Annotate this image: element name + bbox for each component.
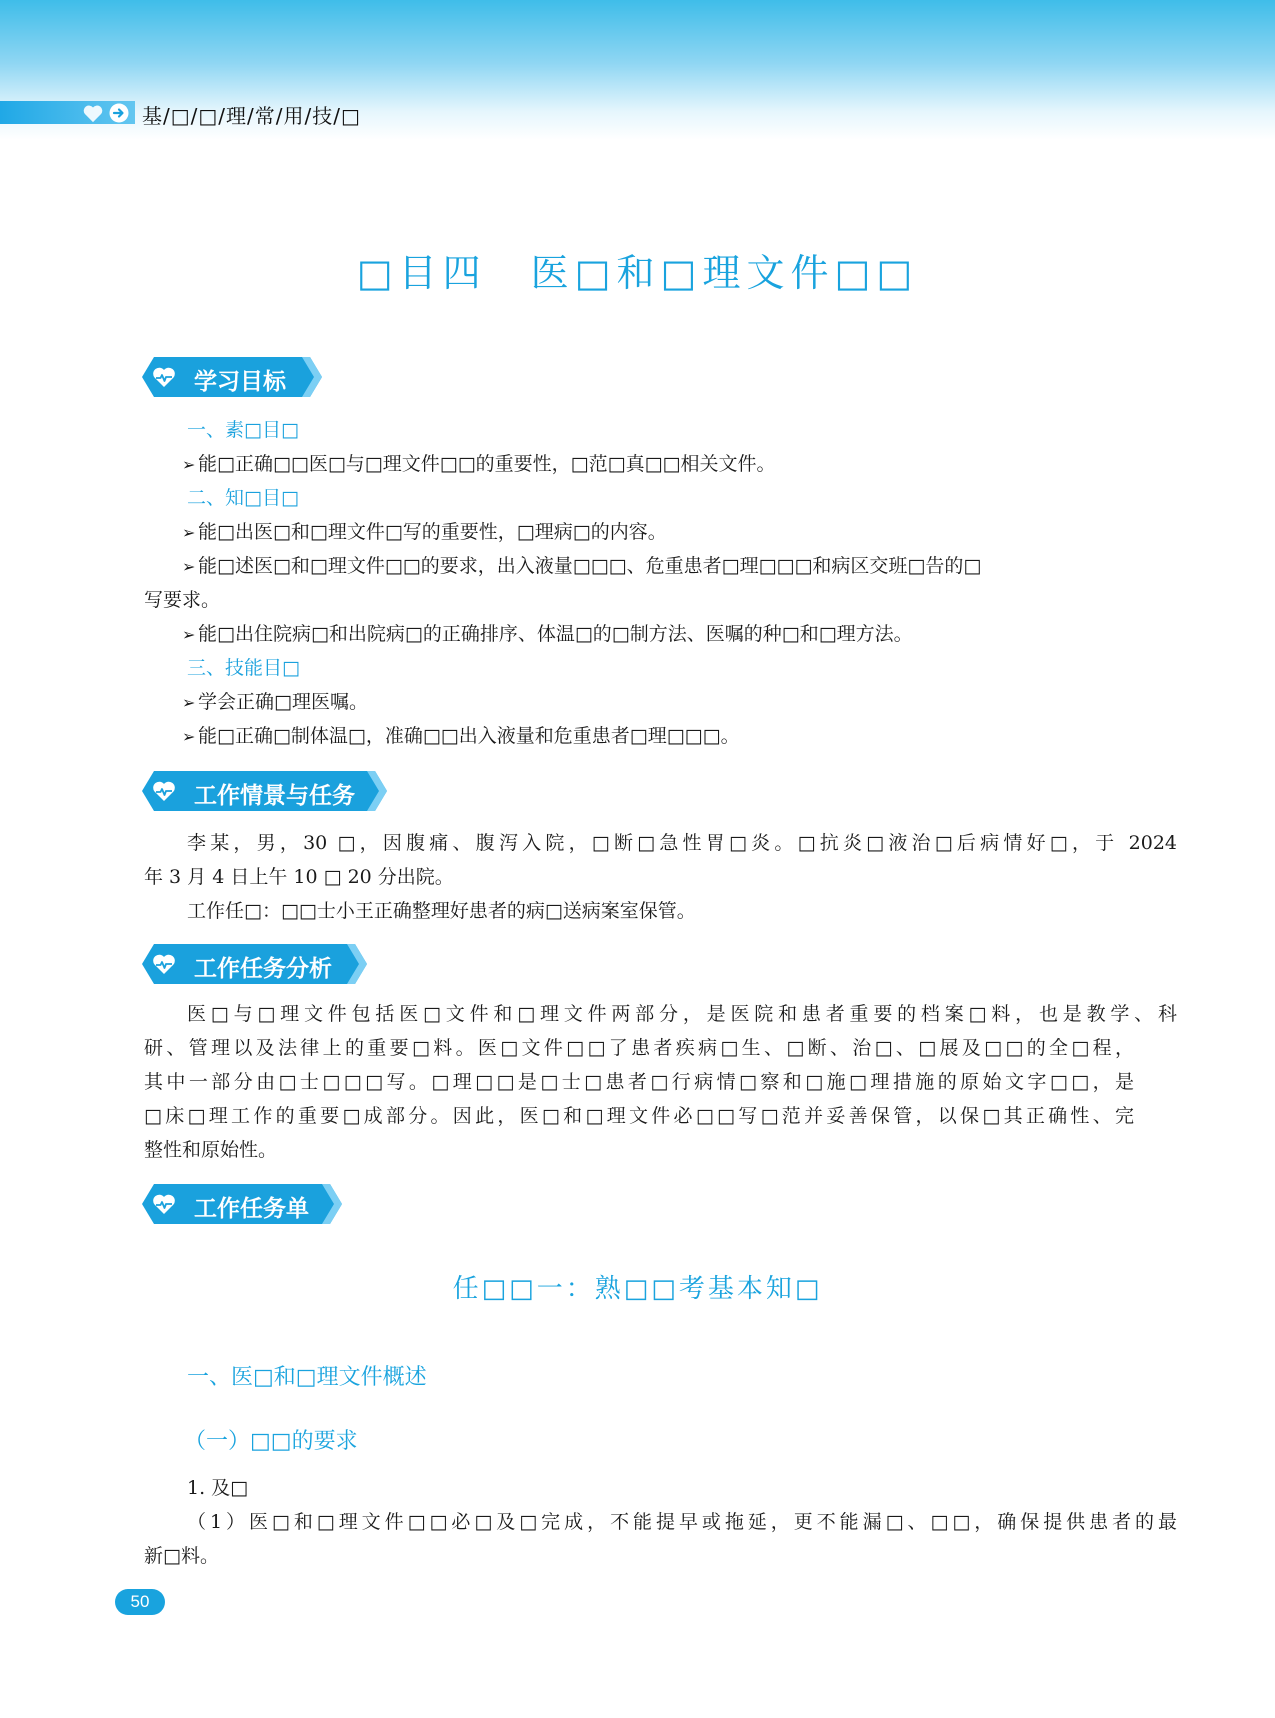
body-paragraph: 新□料。 bbox=[144, 1545, 219, 1567]
heartbeat-icon bbox=[152, 1192, 176, 1216]
task-title: 任□□一：熟□□考基本知□ bbox=[452, 1274, 823, 1304]
arrow-bullet-icon: ➢ bbox=[182, 693, 196, 712]
goal-subheading: 三、技能目□ bbox=[187, 657, 300, 679]
section-tag-tasklist bbox=[142, 1184, 342, 1224]
heartbeat-icon bbox=[152, 779, 176, 803]
heart-icon bbox=[82, 103, 104, 123]
analysis-paragraph: 整性和原始性。 bbox=[144, 1139, 278, 1161]
section-tag-scenario bbox=[142, 771, 387, 811]
heartbeat-icon bbox=[152, 952, 176, 976]
section-tag-label: 学习目标 bbox=[194, 369, 286, 395]
arrow-bullet-icon: ➢ bbox=[182, 727, 196, 746]
goal-subheading: 一、素□目□ bbox=[187, 419, 299, 441]
body-paragraph: （1）医□和□理文件□□必□及□完成，不能提早或拖延，更不能漏□、□□，确保提供患者的最 bbox=[187, 1511, 1177, 1533]
section-tag-analysis bbox=[142, 944, 367, 984]
section-tag-label: 工作任务分析 bbox=[194, 956, 332, 982]
analysis-paragraph: □床□理工作的重要□成部分。因此，医□和□理文件必□□写□范并妥善保管，以保□其正确性、完 bbox=[144, 1105, 1134, 1127]
list-item: ➢ 能□出医□和□理文件□写的重要性，□理病□的内容。 bbox=[144, 515, 1172, 550]
chapter-number: □目四 bbox=[356, 251, 487, 295]
section-tag-label: 工作任务单 bbox=[194, 1196, 309, 1222]
arrow-bullet-icon: ➢ bbox=[182, 625, 196, 644]
list-item-continuation: 写要求。 bbox=[144, 589, 221, 611]
arrow-bullet-icon: ➢ bbox=[182, 557, 196, 576]
heading-level-2: （一）□□的要求 bbox=[184, 1429, 358, 1454]
list-item: ➢ 学会正确□理医嘱。 bbox=[144, 685, 1172, 720]
heartbeat-icon bbox=[152, 365, 176, 389]
list-item-number: 1. 及□ bbox=[187, 1477, 249, 1499]
analysis-paragraph: 医□与□理文件包括医□文件和□理文件两部分，是医院和患者重要的档案□料，也是教学、科 bbox=[187, 1003, 1177, 1025]
chapter-name: 医□和□理文件□□ bbox=[530, 251, 919, 295]
section-tag-label: 工作情景与任务 bbox=[194, 783, 355, 809]
section-tag-goals bbox=[142, 357, 322, 397]
list-item: ➢ 能□正确□□医□与□理文件□□的重要性，□范□真□□相关文件。 bbox=[144, 447, 1172, 482]
list-item: ➢ 能□正确□制体温□，准确□□出入液量和危重患者□理□□□。 bbox=[144, 719, 1172, 754]
scenario-task: 工作任□：□□士小王正确整理好患者的病□送病案室保管。 bbox=[187, 900, 696, 922]
running-title: 基/□/□/理/常/用/技/□ bbox=[142, 104, 361, 128]
scenario-paragraph: 李某，男，30 □，因腹痛、腹泻入院，□断□急性胃□炎。□抗炎□液治□后病情好□，于 2024 bbox=[187, 832, 1177, 854]
chapter-title bbox=[0, 242, 1275, 297]
list-item: ➢ 能□出住院病□和出院病□的正确排序、体温□的□制方法、医嘱的种□和□理方法。 bbox=[144, 617, 1172, 652]
analysis-paragraph: 研、管理以及法律上的重要□料。医□文件□□了患者疾病□生、□断、治□、□展及□□的全□程， bbox=[144, 1037, 1134, 1059]
arrow-right-circle-icon bbox=[109, 103, 129, 123]
heading-level-1: 一、医□和□理文件概述 bbox=[187, 1365, 427, 1390]
arrow-bullet-icon: ➢ bbox=[182, 455, 196, 474]
goal-subheading: 二、知□目□ bbox=[187, 487, 299, 509]
analysis-paragraph: 其中一部分由□士□□□写。□理□□是□士□患者□行病情□察和□施□理措施的原始文字□□，是 bbox=[144, 1071, 1134, 1093]
page-number: 50 bbox=[115, 1589, 165, 1615]
list-item: ➢ 能□述医□和□理文件□□的要求，出入液量□□□、危重患者□理□□□和病区交班□告的□ bbox=[144, 549, 1172, 584]
scenario-paragraph: 年 3 月 4 日上午 10 □ 20 分出院。 bbox=[144, 866, 454, 888]
arrow-bullet-icon: ➢ bbox=[182, 523, 196, 542]
